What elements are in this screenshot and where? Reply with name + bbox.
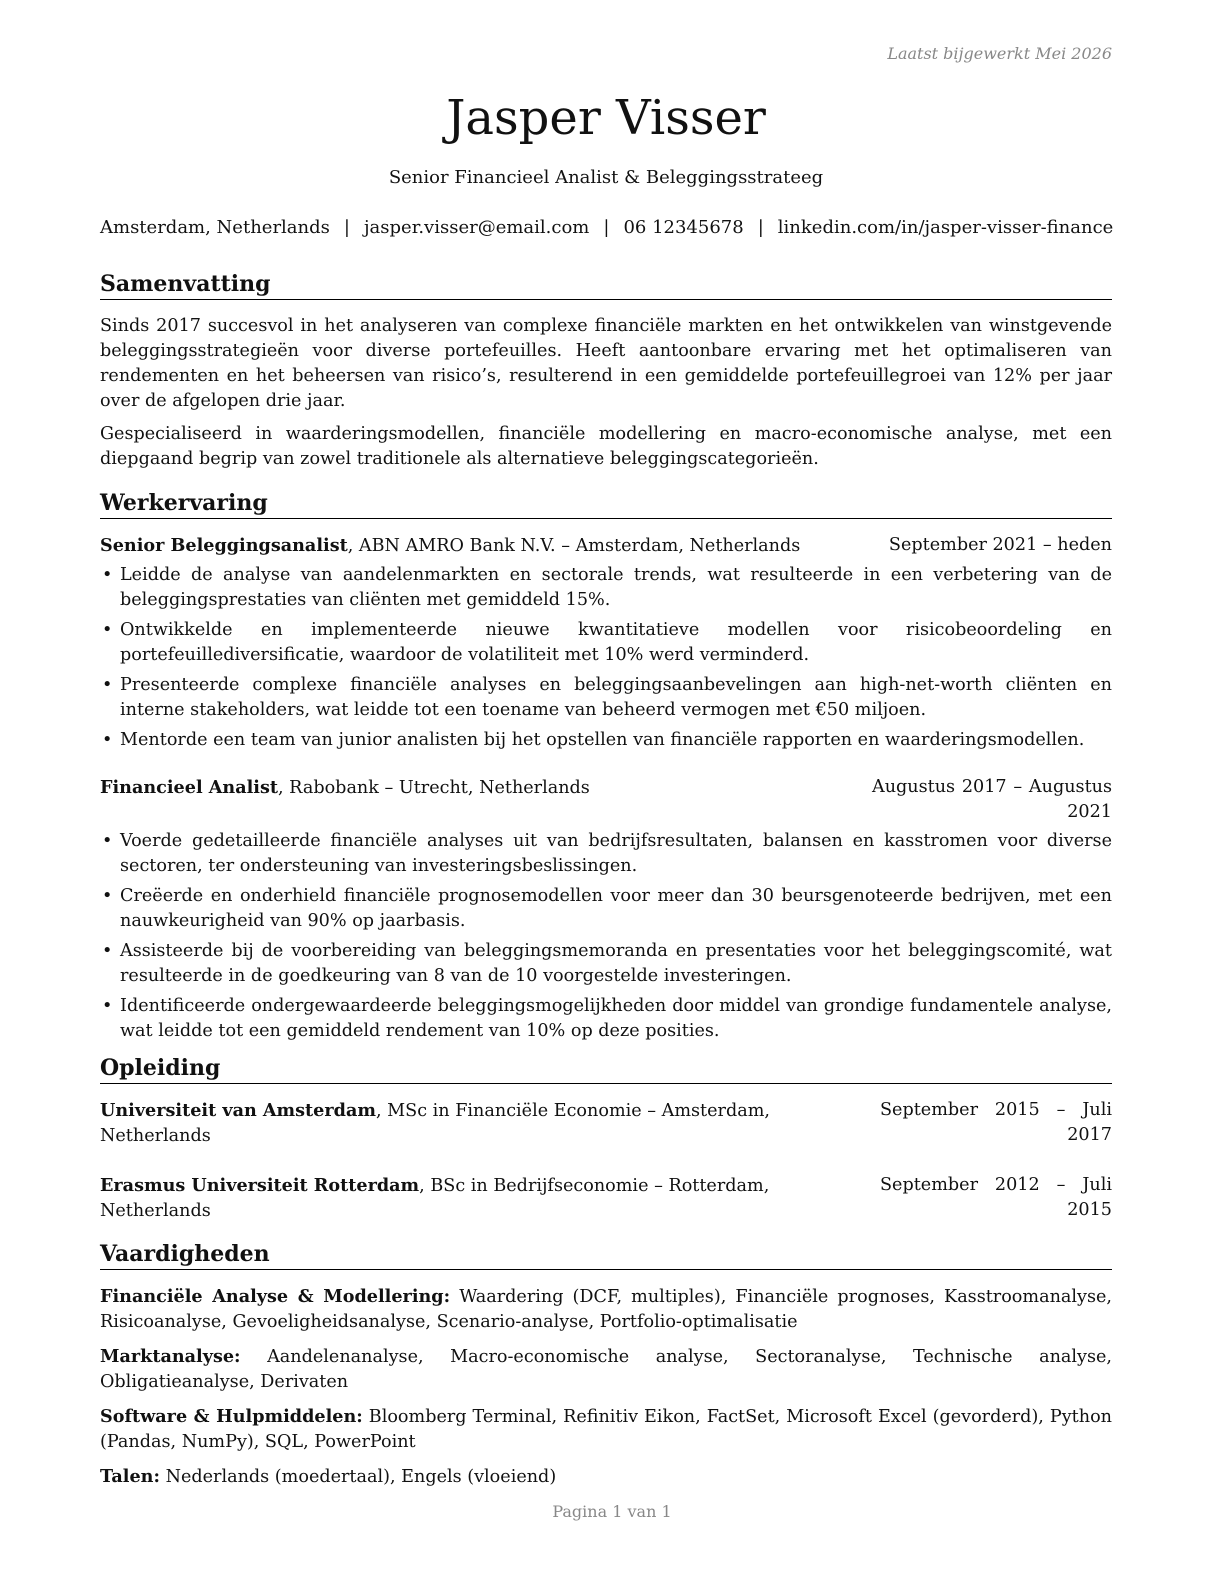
section-title-skills: Vaardigheden — [100, 1240, 1112, 1270]
job-role: Senior Beleggingsanalist — [100, 535, 348, 556]
education-dates: September 2015 – Juli 2017 — [880, 1100, 1112, 1145]
list-item: • Ontwikkelde en implementeerde nieuwe kwantitatieve modellen voor risicobeoordeling en portefeuillediversificatie, waardoor de volatiliteit met 10% werd verminderd. — [102, 620, 1112, 665]
section-title-experience: Werkervaring — [100, 489, 1112, 519]
skill-value: Aandelenanalyse, Macro-economische analyse, Sectoranalyse, Technische analyse, Obligatieanalyse, Derivaten — [100, 1347, 1112, 1392]
job-bullets — [100, 563, 1112, 753]
skill-row — [100, 1344, 1112, 1395]
education-detail: , BSc in Bedrijfseconomie – Rotterdam, Netherlands — [100, 1176, 770, 1221]
list-item: • Presenteerde complexe financiële analyses en beleggingsaanbevelingen aan high-net-worth cliënten en interne stakeholders, wat leidde tot een toename van beheerd vermogen met €50 miljoen. — [102, 675, 1112, 720]
skill-value: Waardering (DCF, multiples), Financiële prognoses, Kasstroomanalyse, Risicoanalyse, Gevoeligheidsanalyse, Scenario-analyse, Portfolio-optimalisatie — [100, 1287, 1112, 1332]
contact-line — [100, 216, 1112, 240]
contact-separator: | — [603, 217, 610, 238]
skills-list — [100, 1284, 1112, 1490]
job-dates: September 2021 – heden — [888, 535, 1112, 555]
skill-value: Bloomberg Terminal, Refinitiv Eikon, FactSet, Microsoft Excel (gevorderd), Python (Pandas, NumPy), SQL, PowerPoint — [100, 1407, 1112, 1452]
skill-value: Nederlands (moedertaal), Engels (vloeiend) — [159, 1467, 557, 1487]
skill-label: Financiële Analyse & Modellering: — [100, 1286, 451, 1307]
list-item: • Mentorde een team van junior analisten bij het opstellen van financiële rapporten en waarderingsmodellen. — [102, 730, 1085, 750]
job-role: Financieel Analist — [100, 777, 278, 798]
job-entry — [100, 775, 1112, 1044]
list-item: • Voerde gedetailleerde financiële analyses uit van bedrijfsresultaten, balansen en kasstromen voor diverse sectoren, ter ondersteuning van investeringsbeslissingen. — [102, 831, 1112, 876]
last-updated: Laatst bijgewerkt Mei 2026 — [887, 44, 1112, 63]
job-dates: Augustus 2017 – Augustus 2021 — [872, 777, 1112, 822]
skill-row — [100, 1464, 1112, 1490]
list-item: • Creëerde en onderhield financiële prognosemodellen voor meer dan 30 beursgenoteerde bedrijven, met een nauwkeurigheid van 90% op jaarbasis. — [102, 886, 1112, 931]
summary-paragraph: Gespecialiseerd in waarderingsmodellen, financiële modellering en macro-economische analyse, met een diepgaand begrip van zowel traditionele als alternatieve beleggingscategorieën. — [100, 424, 1112, 469]
contact-location: Amsterdam, Netherlands — [100, 217, 330, 238]
job-org: , Rabobank – Utrecht, Netherlands — [278, 778, 590, 798]
contact-email[interactable]: jasper.visser@email.com — [363, 217, 590, 238]
skill-label: Marktanalyse: — [100, 1346, 241, 1367]
job-entry — [100, 533, 1112, 753]
contact-linkedin[interactable]: linkedin.com/in/jasper-visser-finance — [777, 217, 1114, 238]
education-detail: , MSc in Financiële Economie – Amsterdam, Netherlands — [100, 1101, 770, 1146]
summary-paragraph: Sinds 2017 succesvol in het analyseren van complexe financiële markten en het ontwikkelen van winstgevende beleggingsstrategieën voor diverse portefeuilles. Heeft aantoonbare ervaring met het optimaliseren van rendementen en het beheersen van risico’s, resulterend in een gemiddelde portefeuillegroei van 12% per jaar over de afgelopen drie jaar. — [100, 316, 1112, 411]
job-header — [100, 775, 1112, 825]
education-entry — [100, 1098, 1112, 1149]
skill-label: Software & Hulpmiddelen: — [100, 1406, 363, 1427]
job-header — [100, 533, 1112, 559]
skill-row — [100, 1404, 1112, 1455]
section-title-education: Opleiding — [100, 1054, 1112, 1084]
education-school: Universiteit van Amsterdam — [100, 1100, 376, 1121]
candidate-subtitle: Senior Financieel Analist & Beleggingsstrateeg — [388, 167, 824, 188]
page-footer: Pagina 1 van 1 — [552, 1502, 672, 1521]
skill-row — [100, 1284, 1112, 1335]
education-entry — [100, 1173, 1112, 1224]
education-dates: September 2012 – Juli 2015 — [880, 1175, 1112, 1220]
job-bullets — [100, 829, 1112, 1044]
job-org: , ABN AMRO Bank N.V. – Amsterdam, Netherlands — [347, 536, 801, 556]
contact-separator: | — [757, 217, 764, 238]
skill-label: Talen: — [100, 1466, 160, 1487]
education-school: Erasmus Universiteit Rotterdam — [100, 1175, 420, 1196]
list-item: • Identificeerde ondergewaardeerde beleggingsmogelijkheden door middel van grondige fundamentele analyse, wat leidde tot een gemiddeld rendement van 10% op deze posities. — [102, 996, 1112, 1041]
list-item: • Leidde de analyse van aandelenmarkten en sectorale trends, wat resulteerde in een verbetering van de beleggingsprestaties van cliënten met gemiddeld 15%. — [102, 565, 1112, 610]
section-title-summary: Samenvatting — [100, 270, 1112, 300]
candidate-name: Jasper Visser — [446, 90, 766, 146]
contact-phone: 06 12345678 — [623, 217, 744, 238]
contact-separator: | — [343, 217, 350, 238]
list-item: • Assisteerde bij de voorbereiding van beleggingsmemoranda en presentaties voor het beleggingscomité, wat resulteerde in de goedkeuring van 8 van de 10 voorgestelde investeringen. — [102, 941, 1112, 986]
